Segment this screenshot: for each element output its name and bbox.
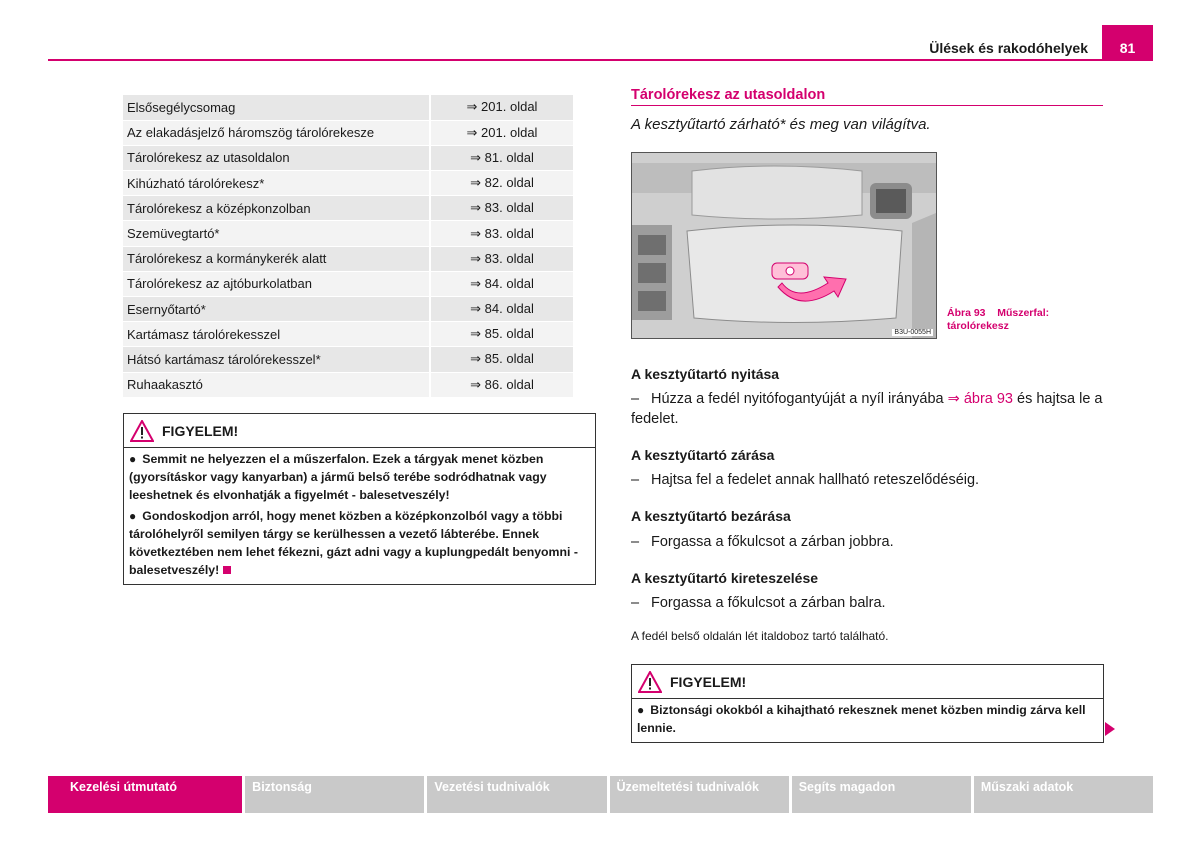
close-heading: A kesztyűtartó zárása bbox=[631, 447, 775, 463]
ref-name: Tárolórekesz az utasoldalon bbox=[123, 145, 430, 170]
glovebox-figure bbox=[631, 152, 937, 339]
dash-marker: – bbox=[631, 595, 640, 611]
section-title: Tárolórekesz az utasoldalon bbox=[631, 87, 1103, 106]
section-end-icon bbox=[223, 566, 231, 574]
table-row bbox=[123, 221, 573, 246]
close-text: Hajtsa fel a fedelet annak hallható reteszelődéséig. bbox=[651, 472, 980, 488]
warning-item-text: Semmit ne helyezzen el a műszerfalon. Ezek a tárgyak menet közben (gyorsításkor vagy kanyarban) a jármű belső terébe sodródhatnak vagy leeshetnek és elvonhatják a figyelmét - balesetveszély! bbox=[129, 452, 547, 502]
ref-name: Tárolórekesz az ajtóburkolatban bbox=[123, 271, 430, 296]
ref-page[interactable]: ⇒ 82. oldal bbox=[430, 171, 573, 196]
warning-item-text: Biztonsági okokból a kihajtható rekesznek menet közben mindig zárva kell lennie. bbox=[637, 703, 1086, 735]
warning-box-right bbox=[631, 664, 1104, 743]
table-row bbox=[123, 95, 573, 120]
warning-title: FIGYELEM! bbox=[162, 422, 239, 439]
tab-vezetesi-tudnivalok[interactable]: Vezetési tudnivalók bbox=[427, 776, 606, 813]
open-instruction bbox=[631, 389, 1103, 429]
warning-item bbox=[129, 508, 590, 579]
lock-text: Forgassa a főkulcsot a zárban jobbra. bbox=[651, 534, 894, 550]
tab-biztonsag[interactable]: Biztonság bbox=[245, 776, 424, 813]
tab-uzemeltetesi-tudnivalok[interactable]: Üzemeltetési tudnivalók bbox=[610, 776, 789, 813]
ref-name: Ruhaakasztó bbox=[123, 372, 430, 397]
dash-marker: – bbox=[631, 391, 640, 407]
warning-triangle-icon bbox=[638, 671, 662, 693]
warning-box-left bbox=[123, 413, 596, 585]
bullet-icon: ● bbox=[129, 452, 137, 466]
warning-item bbox=[129, 451, 590, 504]
running-header-title: Ülések és rakodóhelyek bbox=[929, 40, 1088, 56]
tab-muszaki-adatok[interactable]: Műszaki adatok bbox=[974, 776, 1153, 813]
table-row bbox=[123, 322, 573, 347]
header-rule bbox=[48, 59, 1153, 61]
table-row bbox=[123, 145, 573, 170]
table-row bbox=[123, 246, 573, 271]
warning-header bbox=[632, 665, 1103, 699]
open-text-post: és hajtsa le a fedelet. bbox=[631, 391, 1103, 427]
note-text: A fedél belső oldalán lét italdoboz tartó található. bbox=[631, 629, 889, 643]
ref-name: Tárolórekesz a középkonzolban bbox=[123, 196, 430, 221]
table-row bbox=[123, 120, 573, 145]
ref-name: Az elakadásjelző háromszög tárolórekesze bbox=[123, 120, 430, 145]
table-row bbox=[123, 271, 573, 296]
table-row bbox=[123, 171, 573, 196]
ref-page[interactable]: ⇒ 201. oldal bbox=[430, 120, 573, 145]
ref-page[interactable]: ⇒ 85. oldal bbox=[430, 347, 573, 372]
dash-marker: – bbox=[631, 472, 640, 488]
ref-page[interactable]: ⇒ 86. oldal bbox=[430, 372, 573, 397]
ref-page[interactable]: ⇒ 85. oldal bbox=[430, 322, 573, 347]
reference-table bbox=[123, 95, 573, 398]
dashboard-illustration bbox=[632, 153, 936, 338]
bullet-icon: ● bbox=[637, 703, 645, 717]
ref-page[interactable]: ⇒ 84. oldal bbox=[430, 297, 573, 322]
open-text-pre: Húzza a fedél nyitófogantyúját a nyíl irányába bbox=[651, 391, 948, 407]
ref-name: Tárolórekesz a kormánykerék alatt bbox=[123, 246, 430, 271]
ref-name: Kihúzható tárolórekesz* bbox=[123, 171, 430, 196]
table-row bbox=[123, 196, 573, 221]
dash-marker: – bbox=[631, 534, 640, 550]
ref-page[interactable]: ⇒ 84. oldal bbox=[430, 271, 573, 296]
warning-header bbox=[124, 414, 595, 448]
bullet-icon: ● bbox=[129, 509, 137, 524]
figure-code: B3U-0055H bbox=[894, 329, 931, 336]
next-page-arrow-icon[interactable] bbox=[1105, 722, 1115, 736]
chapter-tabs bbox=[48, 776, 1153, 813]
figure-caption-text: Műszerfal: tárolórekesz bbox=[947, 307, 1050, 332]
open-heading: A kesztyűtartó nyitása bbox=[631, 366, 780, 382]
table-row bbox=[123, 372, 573, 397]
unlock-instruction bbox=[631, 593, 886, 613]
warning-item bbox=[637, 702, 1098, 738]
page-number: 81 bbox=[1102, 25, 1153, 60]
warning-body bbox=[632, 699, 1103, 742]
warning-item-text: Gondoskodjon arról, hogy menet közben a középkonzolból vagy a többi tárolóhelyről semilyen tárgy se kerülhessen a vezető lábterébe. Ennek következtében nem lehet fékezni, gázt adni vagy a kuplungpedált benyomni - balesetveszély! bbox=[129, 509, 578, 577]
ref-page[interactable]: ⇒ 83. oldal bbox=[430, 246, 573, 271]
table-row bbox=[123, 347, 573, 372]
close-instruction bbox=[631, 470, 979, 490]
table-row bbox=[123, 297, 573, 322]
ref-name: Szemüvegtartó* bbox=[123, 221, 430, 246]
ref-name: Hátsó kartámasz tárolórekesszel* bbox=[123, 347, 430, 372]
tab-kezelesi-utmutato[interactable]: Kezelési útmutató bbox=[48, 776, 242, 813]
ref-page[interactable]: ⇒ 81. oldal bbox=[430, 145, 573, 170]
warning-body bbox=[124, 448, 595, 584]
ref-page[interactable]: ⇒ 83. oldal bbox=[430, 221, 573, 246]
figure-link[interactable]: ⇒ ábra 93 bbox=[947, 391, 1013, 407]
ref-name: Kartámasz tárolórekesszel bbox=[123, 322, 430, 347]
lock-instruction bbox=[631, 532, 894, 552]
lock-heading: A kesztyűtartó bezárása bbox=[631, 508, 791, 524]
unlock-text: Forgassa a főkulcsot a zárban balra. bbox=[651, 595, 886, 611]
section-subtitle: A kesztyűtartó zárható* és meg van világítva. bbox=[631, 116, 931, 133]
tab-segits-magadon[interactable]: Segíts magadon bbox=[792, 776, 971, 813]
ref-name: Elsősegélycsomag bbox=[123, 95, 430, 120]
ref-page[interactable]: ⇒ 201. oldal bbox=[430, 95, 573, 120]
warning-title: FIGYELEM! bbox=[670, 673, 747, 690]
warning-triangle-icon bbox=[130, 420, 154, 442]
figure-caption bbox=[947, 307, 1067, 333]
unlock-heading: A kesztyűtartó kireteszelése bbox=[631, 570, 819, 586]
ref-page[interactable]: ⇒ 83. oldal bbox=[430, 196, 573, 221]
ref-name: Esernyőtartó* bbox=[123, 297, 430, 322]
figure-caption-number: Ábra 93 bbox=[947, 307, 986, 319]
